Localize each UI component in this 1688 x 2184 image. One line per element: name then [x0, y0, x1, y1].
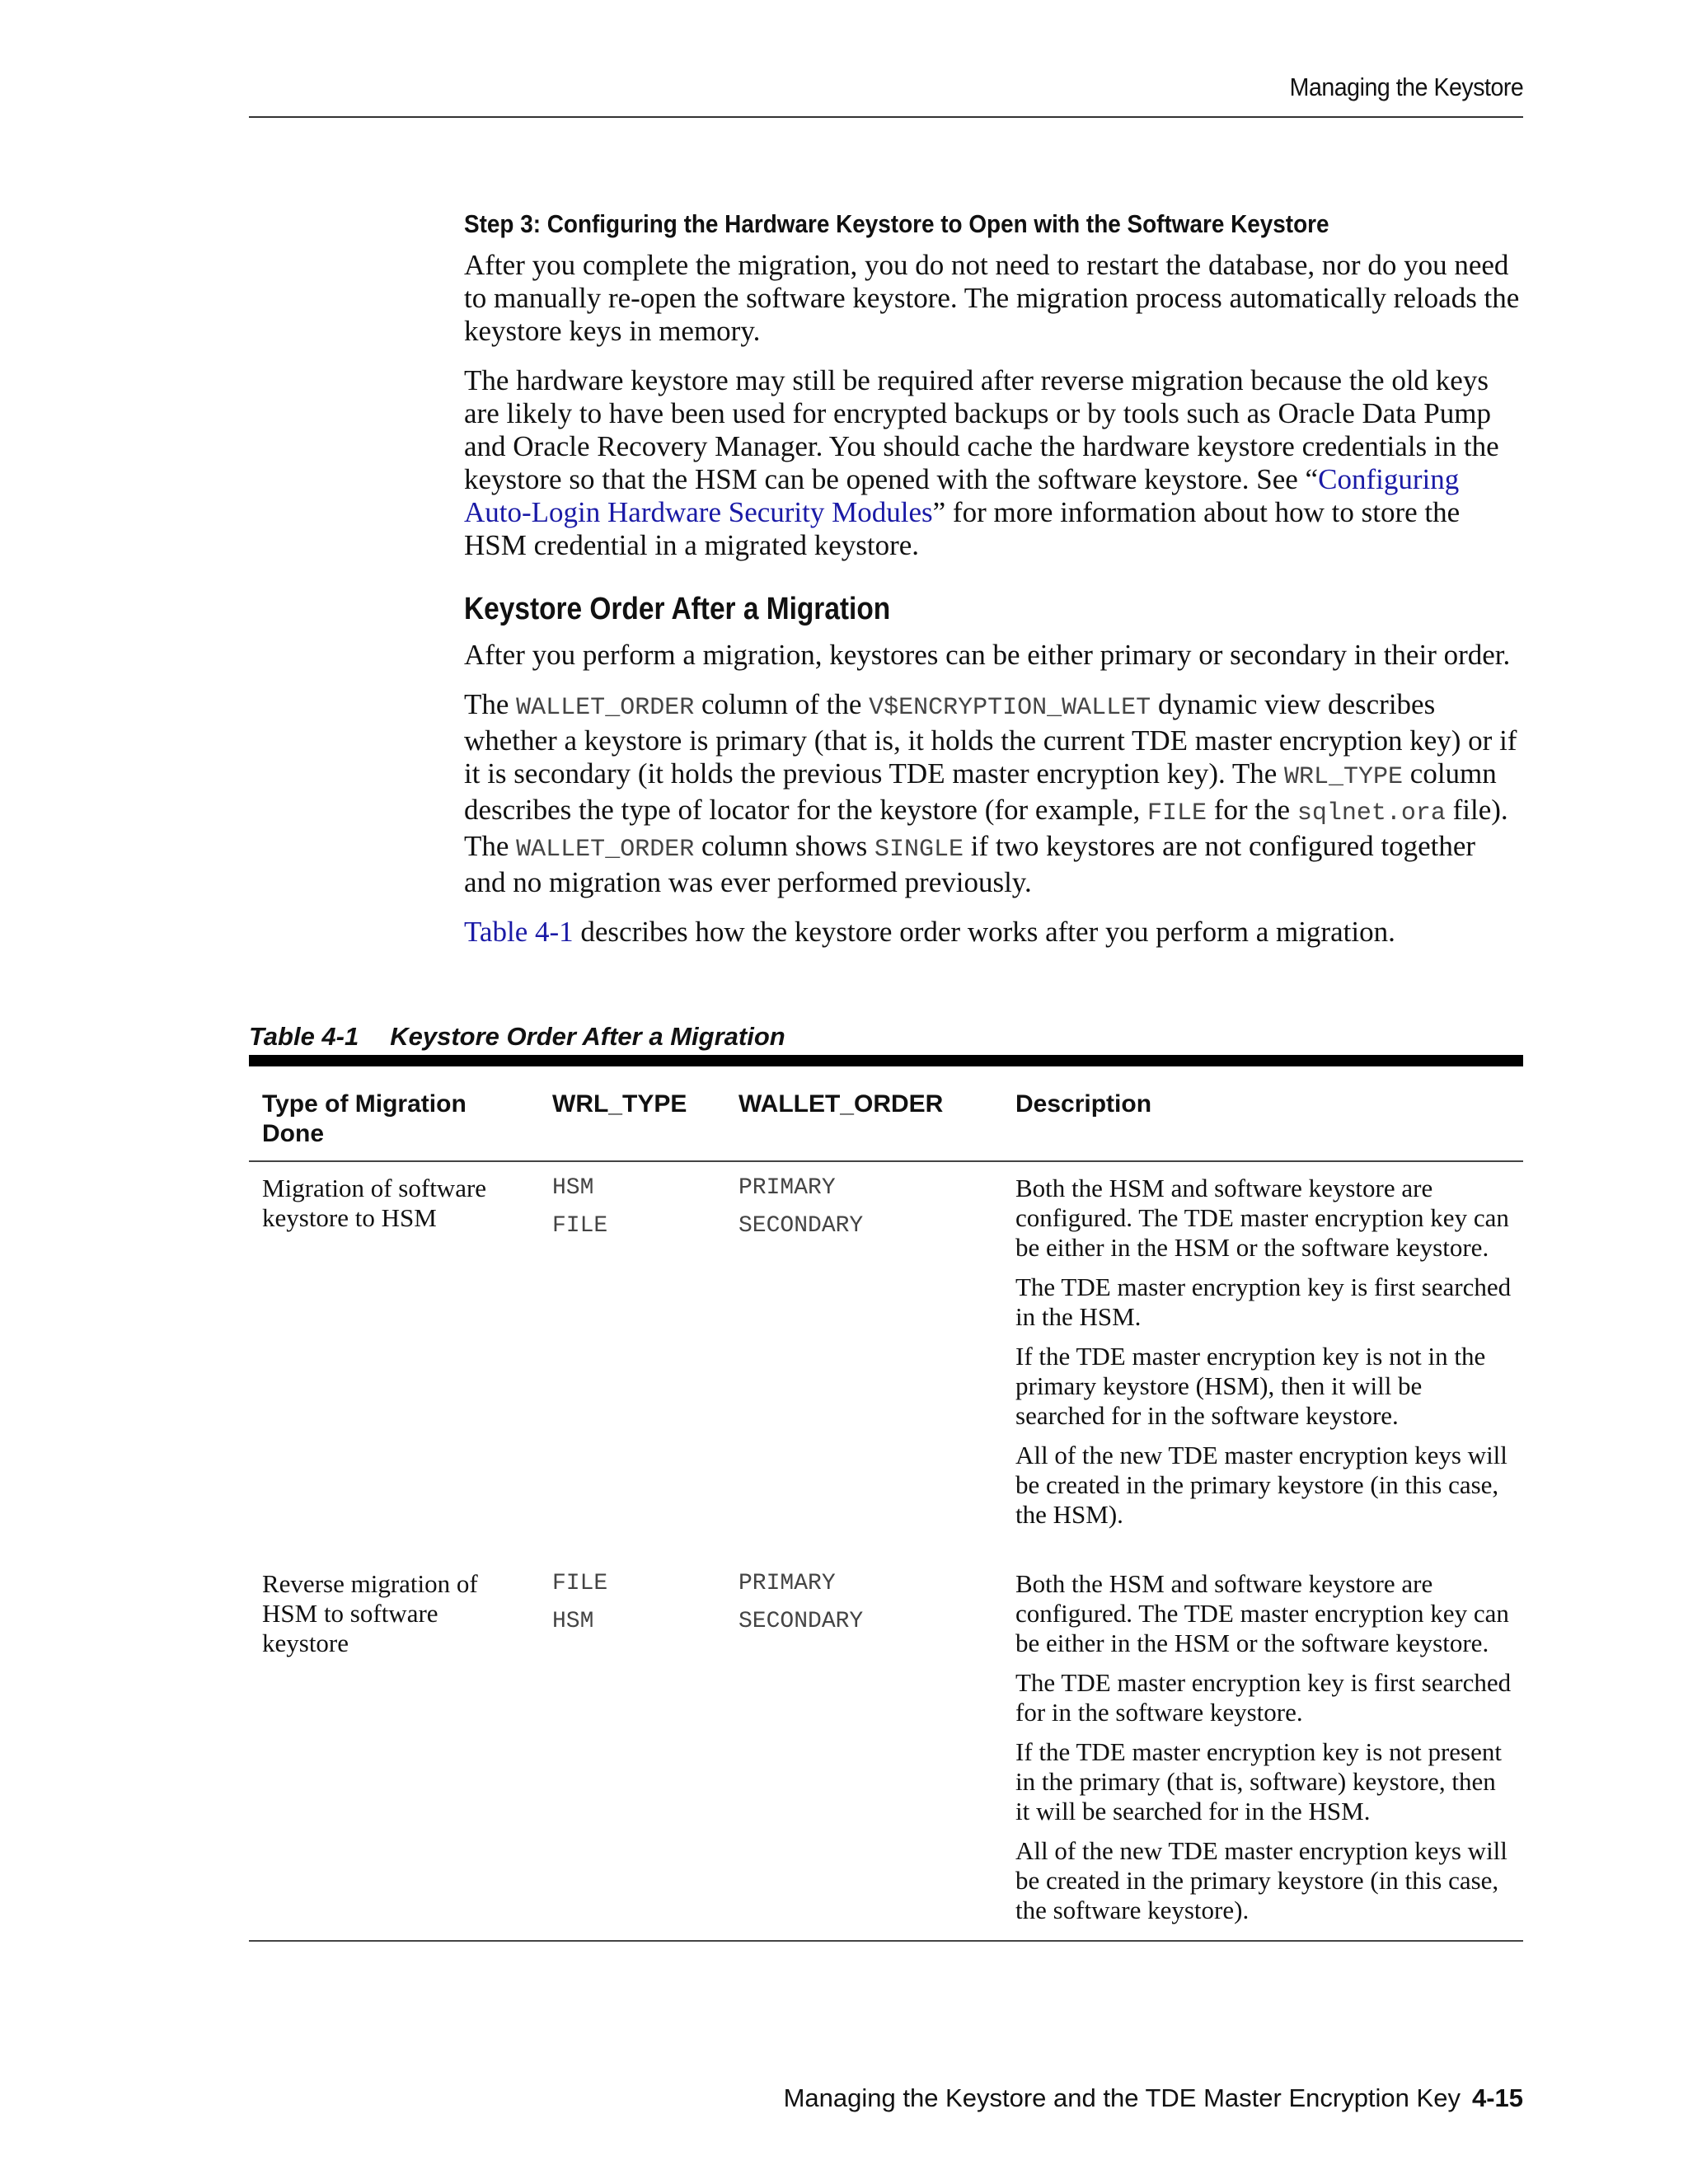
table-caption: [249, 1022, 785, 1052]
table-header-row: [249, 1066, 1523, 1161]
description-para: If the TDE master encryption key is not in the primary keystore (HSM), then it will be searched for in the software keystore.: [1015, 1342, 1486, 1430]
text: The: [464, 688, 517, 720]
section-para1: After you perform a migration, keystores can be either primary or secondary in their order.: [464, 639, 1511, 671]
section-para2: [464, 688, 1523, 899]
text: column of the: [694, 688, 870, 720]
order-value: PRIMARY: [738, 1571, 836, 1596]
description-para: If the TDE master encryption key is not present in the primary (that is, software) keystore, then it will be searched for in the HSM.: [1015, 1737, 1502, 1825]
text: if two keystores are not configured together and no migration was ever performed previously.: [464, 830, 1476, 898]
keystore-order-table: [249, 1055, 1523, 1942]
table-top-rule: [249, 1055, 1523, 1066]
header-rule: [249, 116, 1523, 118]
description-para: Both the HSM and software keystore are configured. The TDE master encryption key can be either in the HSM or the software keystore.: [1015, 1569, 1509, 1657]
description-para: The TDE master encryption key is first searched for in the software keystore.: [1015, 1668, 1512, 1727]
table-row: [249, 1161, 1523, 1558]
order-value: SECONDARY: [738, 1213, 864, 1239]
code-sqlnet-ora: sqlnet.ora: [1296, 799, 1446, 827]
page-number: 4-15: [1471, 2083, 1523, 2112]
code-wallet-order: WALLET_ORDER: [516, 836, 695, 864]
column-header: Description: [1002, 1066, 1523, 1161]
step3-para1: After you complete the migration, you do not need to restart the database, nor do you need to manually re-open the software keystore. The migration process automatically reloads the keystore keys in memory.: [464, 249, 1520, 347]
cell-migration-type: Migration of software keystore to HSM: [262, 1174, 487, 1232]
cell-wrl-type: [539, 1558, 725, 1941]
cell-description: [1002, 1161, 1523, 1558]
description-para: Both the HSM and software keystore are configured. The TDE master encryption key can be either in the HSM or the software keystore.: [1015, 1174, 1509, 1262]
description-para: All of the new TDE master encryption keys will be created in the primary keystore (in this case, the software keystore).: [1015, 1836, 1507, 1924]
text: file). The: [464, 794, 1508, 862]
table-caption-title: Keystore Order After a Migration: [390, 1022, 785, 1051]
section-heading: Keystore Order After a Migration: [464, 592, 891, 626]
text: dynamic view describes whether a keystore is primary (that is, it holds the current TDE master encryption key) or if it is secondary (it holds the previous TDE master encryption key). The: [464, 688, 1517, 790]
main-content: [464, 209, 1523, 965]
auto-login-hsm-link[interactable]: Configuring Auto-Login Hardware Security Modules: [464, 463, 1460, 528]
code-file: FILE: [1146, 799, 1207, 827]
step3-para2: [464, 364, 1523, 562]
table-4-1-link[interactable]: Table 4-1: [464, 916, 574, 948]
code-v-encryption-wallet: V$ENCRYPTION_WALLET: [869, 694, 1151, 722]
wrl-value: HSM: [552, 1609, 594, 1634]
cell-migration-type: Reverse migration of HSM to software keystore: [249, 1558, 539, 1941]
description-para: All of the new TDE master encryption keys will be created in the primary keystore (in this case, the HSM).: [1015, 1441, 1507, 1529]
step3-para2-text: The hardware keystore may still be required after reverse migration because the old keys are likely to have been used for encrypted backups or by tools such as Oracle Data Pump and Oracle Recovery Manager. You should cache the hardware keystore credentials in the keystore so that the HSM can be opened with the software keystore. See “: [464, 364, 1499, 495]
page-footer: [784, 2083, 1523, 2113]
text: column describes the type of locator for the keystore (for example,: [464, 757, 1497, 826]
text: column shows: [694, 830, 874, 862]
order-value: SECONDARY: [738, 1609, 864, 1634]
section-para3-text: describes how the keystore order works after you perform a migration.: [573, 916, 1395, 948]
cell-wallet-order: [725, 1558, 1002, 1941]
step3-para2-text-end: ” for more information about how to store the HSM credential in a migrated keystore.: [464, 496, 1461, 561]
wrl-value: FILE: [552, 1213, 608, 1239]
table-row: [249, 1558, 1523, 1941]
footer-title: Managing the Keystore and the TDE Master Encryption Key: [783, 2083, 1461, 2112]
code-wrl-type: WRL_TYPE: [1284, 763, 1404, 791]
text: for the: [1207, 794, 1297, 826]
column-header: WALLET_ORDER: [725, 1066, 1002, 1161]
description-para: The TDE master encryption key is first searched in the HSM.: [1015, 1272, 1512, 1331]
wrl-value: FILE: [552, 1571, 608, 1596]
wrl-value: HSM: [552, 1175, 594, 1201]
section-para3: [464, 916, 1523, 949]
cell-wrl-type: [539, 1161, 725, 1558]
cell-wallet-order: [725, 1161, 1002, 1558]
column-header: Type of Migration Done: [249, 1066, 539, 1161]
table-caption-number: Table 4-1: [249, 1022, 359, 1051]
order-value: PRIMARY: [738, 1175, 836, 1201]
code-wallet-order: WALLET_ORDER: [516, 694, 695, 722]
running-header: Managing the Keystore: [1289, 73, 1523, 101]
column-header: WRL_TYPE: [539, 1066, 725, 1161]
step3-heading: Step 3: Configuring the Hardware Keystore to Open with the Software Keystore: [464, 209, 1329, 238]
cell-description: [1002, 1558, 1523, 1941]
code-single: SINGLE: [874, 836, 964, 864]
